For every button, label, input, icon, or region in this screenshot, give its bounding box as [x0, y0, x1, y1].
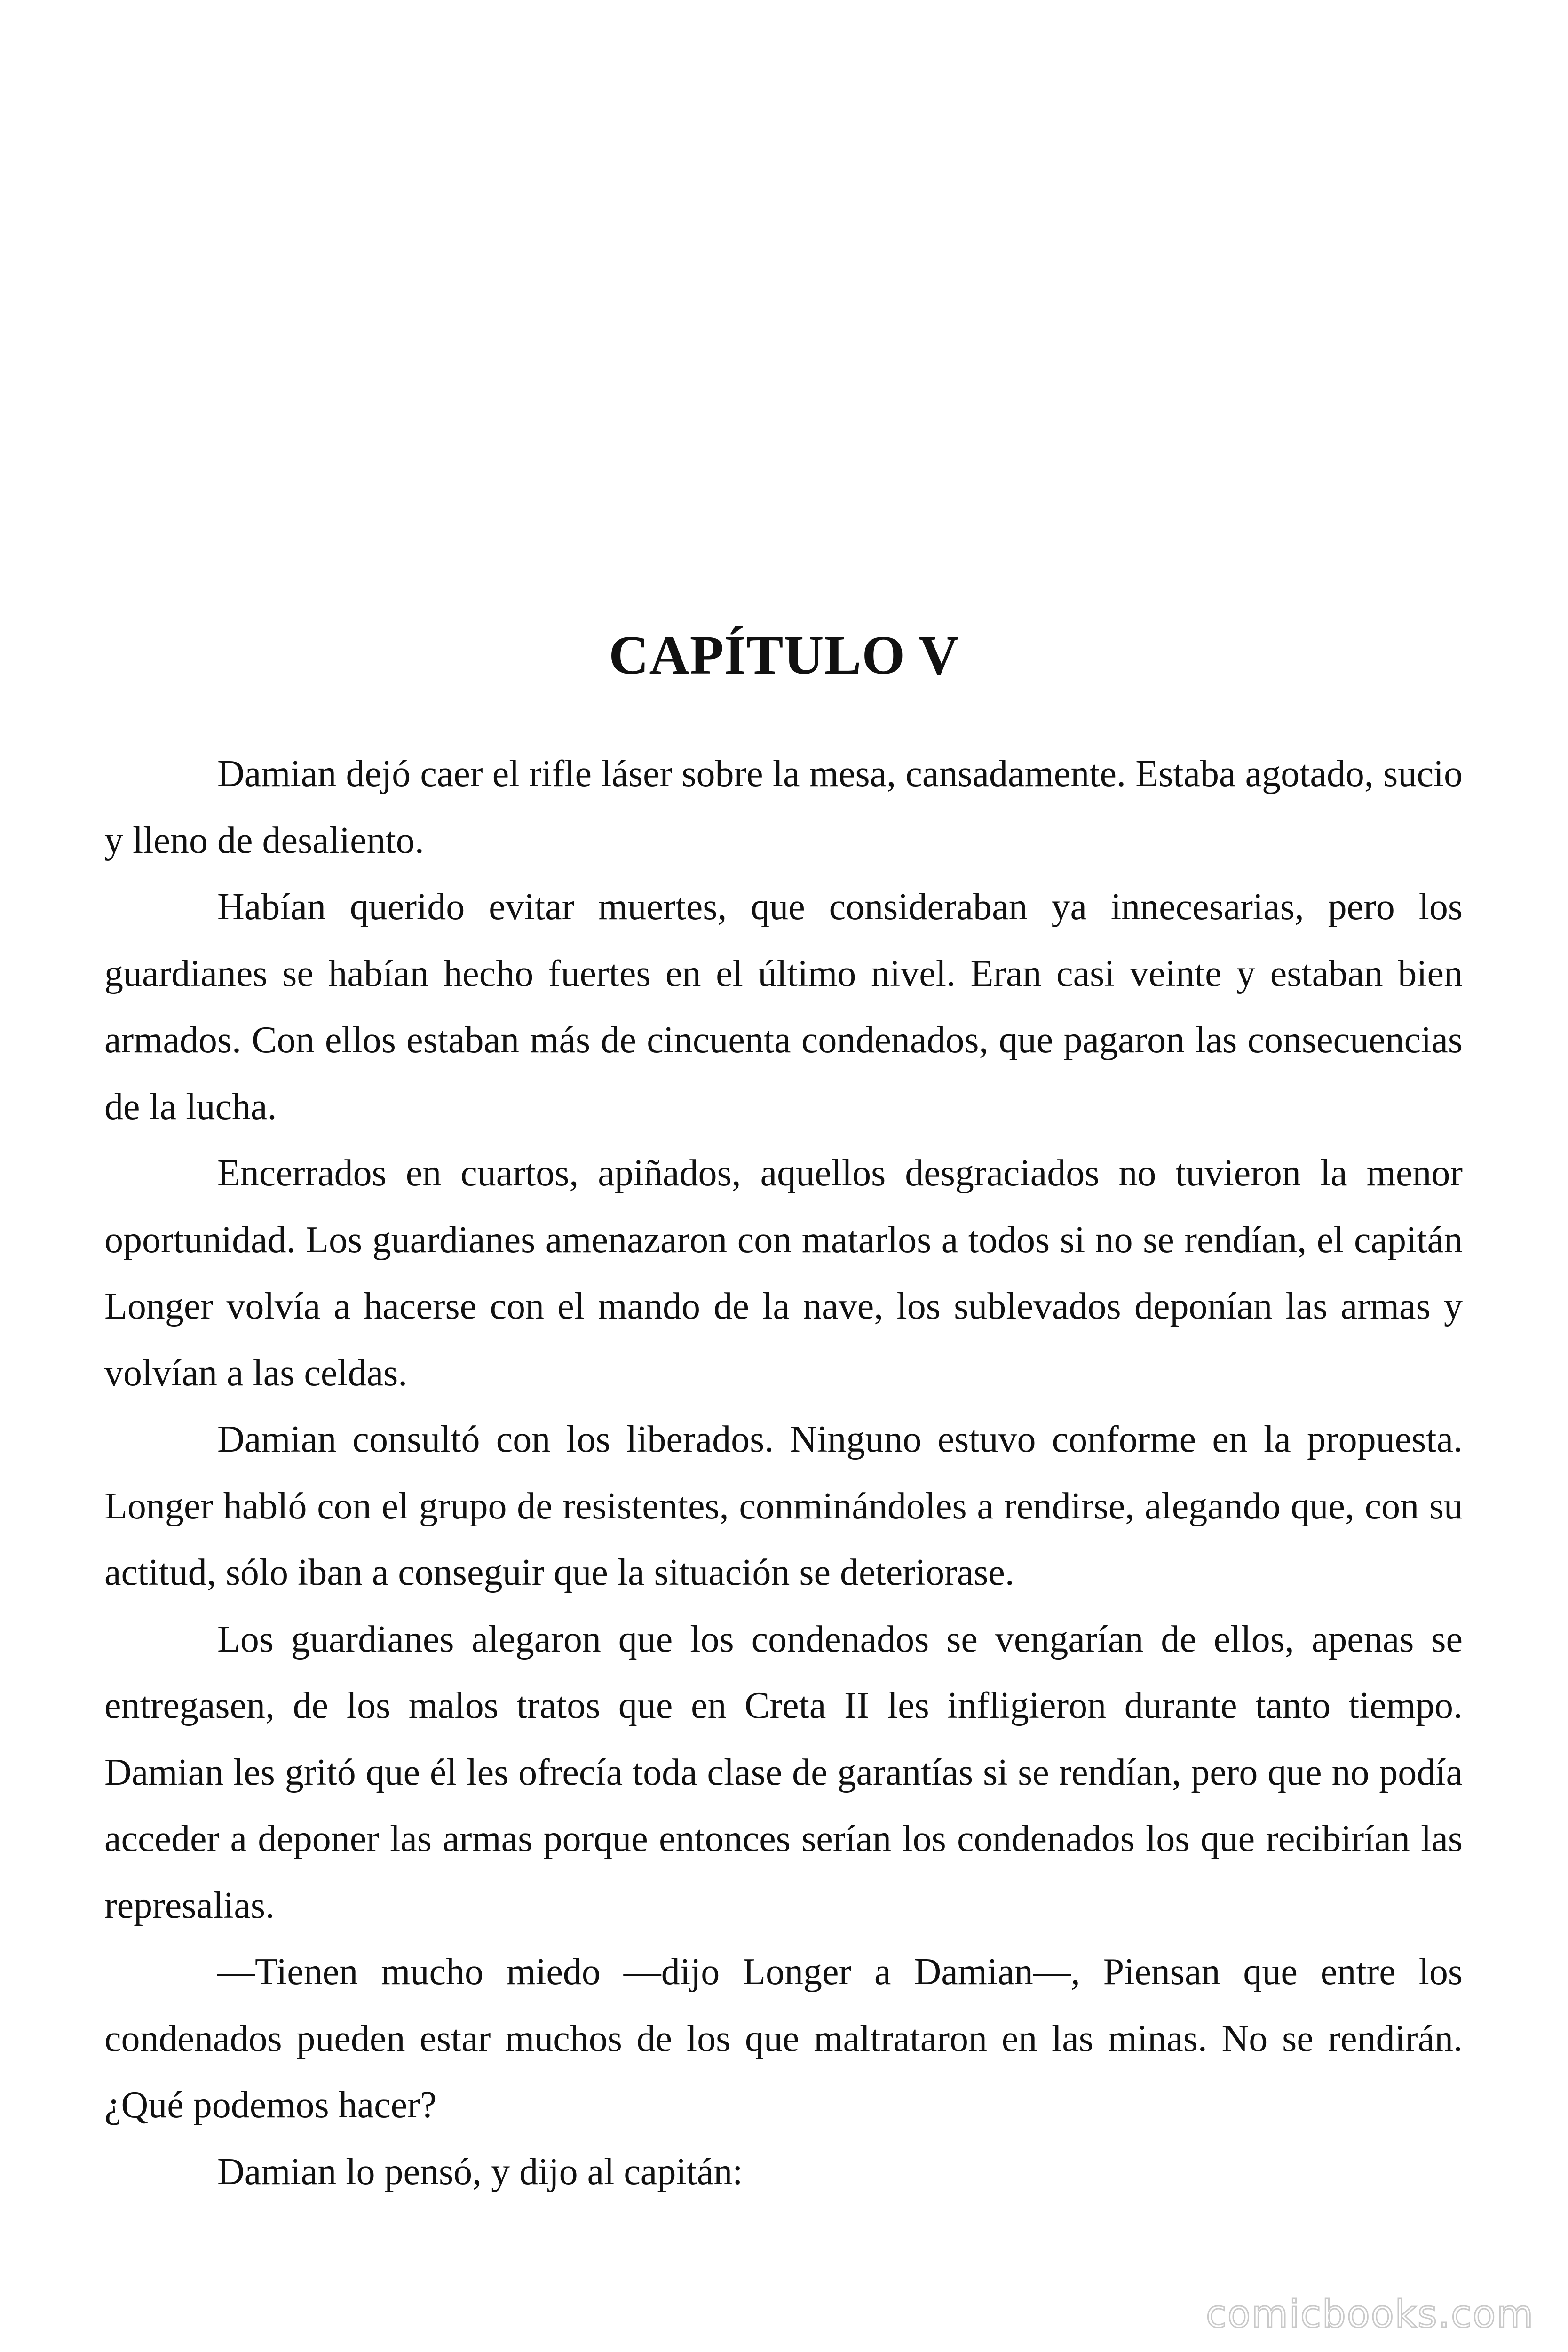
chapter-body [104, 741, 1463, 2205]
paragraph: Damian lo pensó, y dijo al capitán: [217, 2151, 743, 2193]
paragraph: —Tienen mucho miedo —dijo Longer a Damian—, Piensan que entre los condenados pueden estar muchos de los que maltrataron en las minas. No se rendirán. ¿Qué podemos hacer? [104, 1951, 1463, 2126]
chapter-title: CAPÍTULO V [609, 624, 959, 686]
paragraph: Damian consultó con los liberados. Ninguno estuvo conforme en la propuesta. Longer habló con el grupo de resistentes, conminándoles a rendirse, alegando que, con su actitud, sólo iban a conseguir que la situación se deteriorase. [104, 1419, 1463, 1593]
paragraph: Habían querido evitar muertes, que consideraban ya innecesarias, pero los guardianes se habían hecho fuertes en el último nivel. Eran casi veinte y estaban bien armados. Con ellos estaban más de cincuenta condenados, que pagaron las consecuencias de la lucha. [104, 886, 1463, 1128]
paragraph: Damian dejó caer el rifle láser sobre la mesa, cansadamente. Estaba agotado, sucio y lleno de desaliento. [104, 753, 1463, 861]
paragraph: Los guardianes alegaron que los condenados se vengarían de ellos, apenas se entregasen, de los malos tratos que en Creta II les infligieron durante tanto tiempo. Damian les gritó que él les ofrecía toda clase de garantías si se rendían, pero que no podía acceder a deponer las armas porque entonces serían los condenados los que recibirían las represalias. [104, 1618, 1463, 1926]
paragraph: Encerrados en cuartos, apiñados, aquellos desgraciados no tuvieron la menor oportunidad. Los guardianes amenazaron con matarlos a todos si no se rendían, el capitán Longer volvía a hacerse con el mando de la nave, los sublevados deponían las armas y volvían a las celdas. [104, 1152, 1463, 1394]
watermark: comicbooks.com [1205, 2292, 1534, 2336]
